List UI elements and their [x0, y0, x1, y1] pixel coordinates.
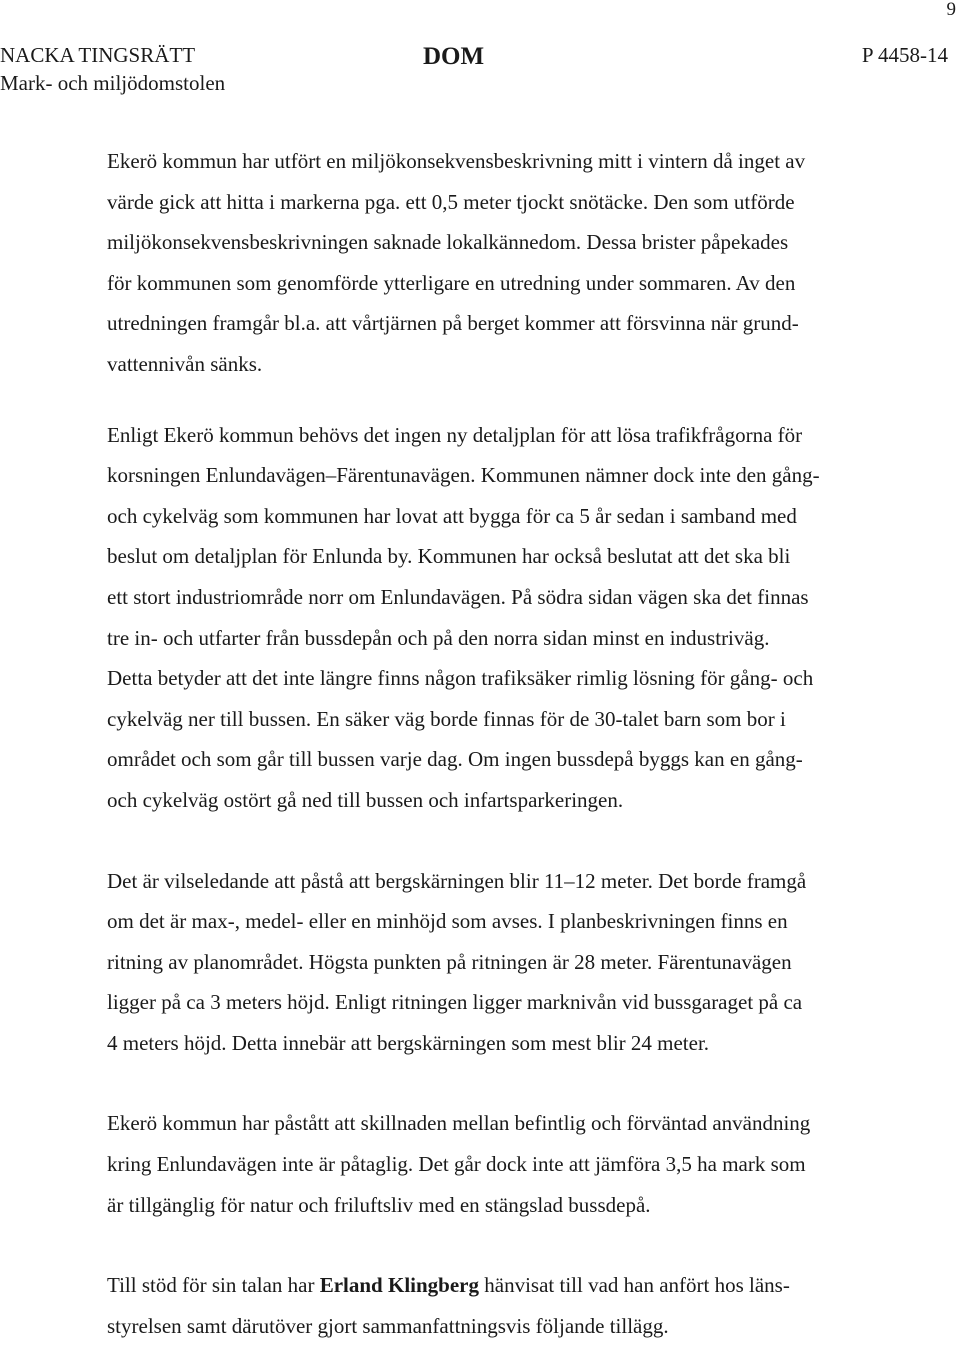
paragraph-spacer — [107, 385, 907, 415]
document-header — [0, 42, 960, 98]
text-line: miljökonsekvensbeskrivningen saknade lokalkännedom. Dessa brister påpekades — [107, 230, 789, 255]
court-division: Mark- och miljödomstolen — [0, 71, 226, 95]
page-number: 9 — [946, 0, 956, 20]
text-line: 4 meters höjd. Detta innebär att bergskärningen som mest blir 24 meter. — [107, 1030, 710, 1055]
text-line: värde gick att hitta i markerna pga. ett 0,5 meter tjockt snötäcke. Den som utförde — [107, 189, 795, 214]
text-line: Ekerö kommun har påstått att skillnaden mellan befintlig och förväntad användning — [107, 1111, 811, 1136]
paragraph-1 — [107, 141, 907, 385]
paragraph-2 — [107, 415, 907, 821]
text-line: kring Enlundavägen inte är påtaglig. Det går dock inte att jämföra 3,5 ha mark som — [107, 1152, 806, 1177]
court-name: NACKA TINGSRÄTT — [0, 43, 196, 67]
text-line: och cykelväg ostört gå ned till bussen och infartsparkeringen. — [107, 787, 624, 812]
text-line: vattennivån sänks. — [107, 351, 263, 376]
text-line: ett stort industriområde norr om Enlundavägen. På södra sidan vägen ska det finnas — [107, 584, 809, 609]
document-body — [107, 141, 907, 1346]
text-fragment: Till stöd för sin talan har — [107, 1273, 320, 1298]
paragraph-spacer — [107, 821, 907, 861]
text-line: beslut om detaljplan för Enlunda by. Kommunen har också beslutat att det ska bli — [107, 544, 791, 569]
text-line: korsningen Enlundavägen–Färentunavägen. Kommunen nämner dock inte den gång- — [107, 463, 820, 488]
text-line — [107, 1265, 907, 1306]
text-line: området och som går till bussen varje dag. Om ingen bussdepå byggs kan en gång- — [107, 747, 803, 772]
text-line: Enligt Ekerö kommun behövs det ingen ny detaljplan för att lösa trafikfrågorna för — [107, 422, 803, 447]
text-line: ligger på ca 3 meters höjd. Enligt ritningen ligger marknivån vid bussgaraget på ca — [107, 990, 803, 1015]
paragraph-5 — [107, 1265, 907, 1346]
text-line: Ekerö kommun har utfört en miljökonsekvensbeskrivning mitt i vintern då inget av — [107, 149, 806, 173]
text-line: utredningen framgår bl.a. att vårtjärnen på berget kommer att försvinna när grund- — [107, 311, 799, 336]
paragraph-spacer — [107, 1063, 907, 1103]
text-line: Detta betyder att det inte längre finns någon trafiksäker rimlig lösning för gång- och — [107, 666, 814, 691]
document-type: DOM — [423, 43, 485, 70]
paragraph-4 — [107, 1103, 907, 1225]
text-line: om det är max-, medel- eller en minhöjd som avses. I planbeskrivningen finns en — [107, 909, 788, 934]
case-number: P 4458-14 — [861, 43, 948, 67]
text-line: Det är vilseledande att påstå att bergskärningen blir 11–12 meter. Det borde framgå — [107, 868, 807, 893]
paragraph-spacer — [107, 1225, 907, 1265]
text-line: är tillgänglig för natur och friluftsliv med en stängslad bussdepå. — [107, 1192, 651, 1217]
text-line: ritning av planområdet. Högsta punkten på ritningen är 28 meter. Färentunavägen — [107, 949, 792, 974]
text-line: styrelsen samt därutöver gjort sammanfattningsvis följande tillägg. — [107, 1313, 669, 1338]
text-fragment: hänvisat till vad han anfört hos läns- — [479, 1273, 790, 1298]
party-name: Erland Klingberg — [319, 1273, 479, 1298]
paragraph-3 — [107, 861, 907, 1064]
text-line: för kommunen som genomförde ytterligare en utredning under sommaren. Av den — [107, 270, 796, 295]
text-line: cykelväg ner till bussen. En säker väg borde finnas för de 30-talet barn som bor i — [107, 706, 786, 731]
text-line: och cykelväg som kommunen har lovat att bygga för ca 5 år sedan i samband med — [107, 503, 797, 528]
text-line: tre in- och utfarter från bussdepån och på den norra sidan minst en industriväg. — [107, 625, 770, 650]
